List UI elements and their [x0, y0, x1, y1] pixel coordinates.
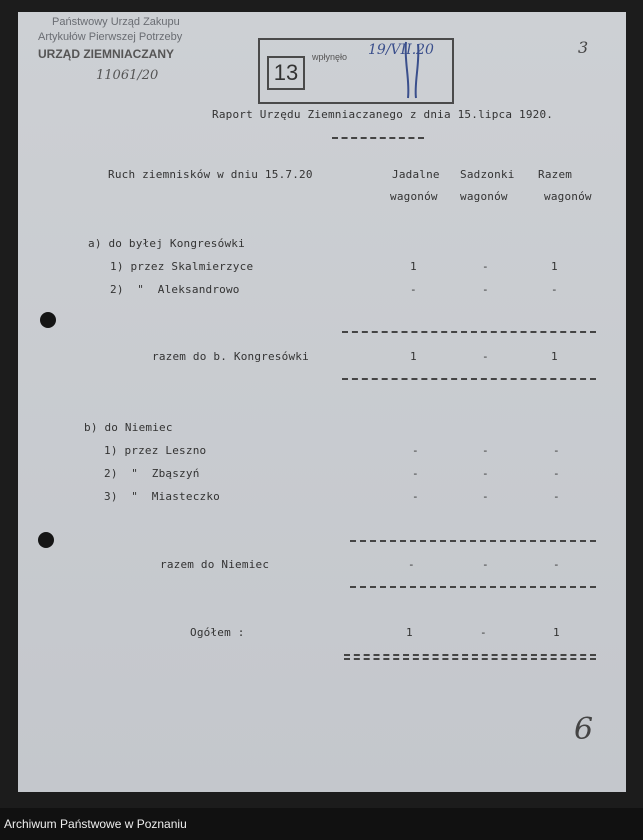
- table-cell: 1: [410, 350, 417, 363]
- title-underline: [332, 137, 424, 139]
- col-header-total-unit: wagonów: [544, 190, 592, 203]
- stamp-received-label: wpłynęło: [312, 52, 348, 62]
- table-cell: -: [482, 467, 489, 480]
- movement-label: Ruch ziemnisków w dniu 15.7.20: [108, 168, 313, 181]
- section-b-total-label: razem do Niemiec: [160, 558, 270, 571]
- col-header-edible: Jadalne: [392, 168, 440, 181]
- table-cell: -: [482, 260, 489, 273]
- divider: [342, 331, 596, 333]
- col-header-total: Razem: [538, 168, 573, 181]
- document-page: [18, 12, 626, 792]
- pen-mark-icon: [400, 40, 430, 100]
- table-row-label: 1) przez Leszno: [104, 444, 207, 457]
- reference-number: 11061/20: [96, 68, 159, 83]
- table-row-label: 2) " Zbąszyń: [104, 467, 200, 480]
- col-header-seed-unit: wagonów: [460, 190, 508, 203]
- table-cell: -: [482, 558, 489, 571]
- table-cell: -: [482, 490, 489, 503]
- document-title: Raport Urzędu Ziemniaczanego z dnia 15.lipca 1920.: [212, 108, 554, 121]
- table-cell: 1: [553, 626, 560, 639]
- table-cell: -: [412, 467, 419, 480]
- punch-hole: [38, 532, 54, 548]
- table-cell: -: [482, 350, 489, 363]
- received-stamp: [258, 38, 454, 104]
- table-cell: -: [482, 283, 489, 296]
- table-cell: -: [482, 444, 489, 457]
- double-underline: [344, 658, 596, 660]
- punch-hole: [40, 312, 56, 328]
- table-cell: -: [480, 626, 487, 639]
- table-cell: -: [412, 490, 419, 503]
- page-number: 3: [578, 38, 589, 57]
- stamp-received-date: 19/VII.20: [368, 42, 434, 58]
- col-header-edible-unit: wagonów: [390, 190, 438, 203]
- double-underline: [344, 654, 596, 656]
- table-cell: -: [412, 444, 419, 457]
- table-row-label: 2) " Aleksandrowo: [110, 283, 240, 296]
- stamp-line-3: URZĄD ZIEMNIACZANY: [38, 47, 174, 61]
- table-cell: -: [553, 444, 560, 457]
- table-cell: 1: [551, 260, 558, 273]
- divider: [350, 540, 596, 542]
- section-a-heading: a) do byłej Kongresówki: [88, 237, 245, 250]
- grand-total-label: Ogółem :: [190, 626, 245, 639]
- bottom-handwritten-mark: 6: [574, 712, 594, 747]
- col-header-seed: Sadzonki: [460, 168, 515, 181]
- divider: [350, 586, 596, 588]
- table-cell: -: [553, 490, 560, 503]
- stamp-line-1: Państwowy Urząd Zakupu: [52, 16, 180, 28]
- table-row-label: 3) " Miasteczko: [104, 490, 220, 503]
- table-cell: -: [553, 558, 560, 571]
- table-cell: -: [551, 283, 558, 296]
- table-cell: -: [410, 283, 417, 296]
- table-cell: -: [408, 558, 415, 571]
- archive-footer: Archiwum Państwowe w Poznaniu: [0, 808, 643, 840]
- table-cell: 1: [406, 626, 413, 639]
- divider: [342, 378, 596, 380]
- table-cell: 1: [551, 350, 558, 363]
- table-row-label: 1) przez Skalmierzyce: [110, 260, 254, 273]
- table-cell: 1: [410, 260, 417, 273]
- stamp-line-2: Artykułów Pierwszej Potrzeby: [38, 31, 183, 43]
- section-a-total-label: razem do b. Kongresówki: [152, 350, 309, 363]
- table-cell: -: [553, 467, 560, 480]
- stamp-number: 13: [267, 56, 305, 90]
- section-b-heading: b) do Niemiec: [84, 421, 173, 434]
